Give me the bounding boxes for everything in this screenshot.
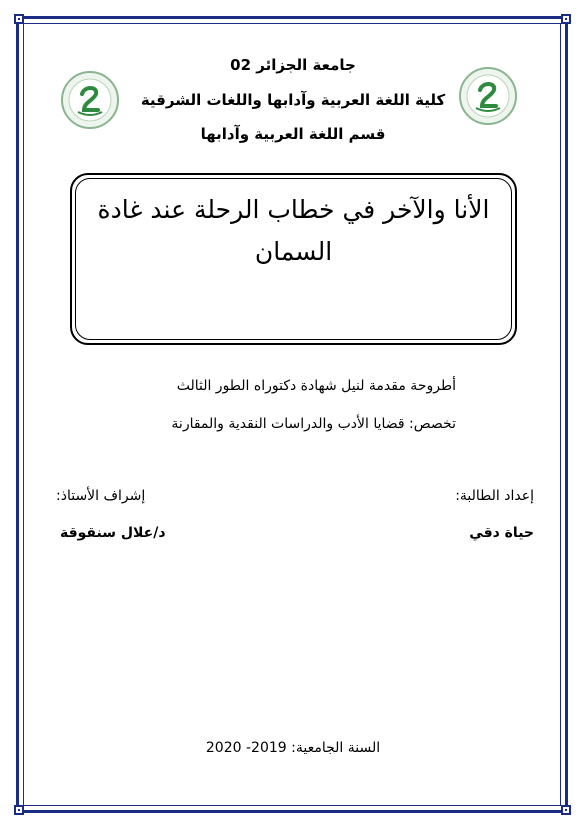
supervisor-name: د/علال سنقوقة [60, 525, 166, 541]
faculty-name: كلية اللغة العربية وآدابها واللغات الشرقية [140, 91, 446, 109]
student-label: إعداد الطالبة: [455, 488, 534, 504]
thesis-type: أطروحة مقدمة لنيل شهادة دكتوراه الطور الثالث [176, 378, 456, 394]
corner-ornament-top-left [14, 14, 24, 24]
supervisor-label: إشراف الأستاذ: [56, 488, 146, 504]
title-box [70, 173, 517, 345]
corner-ornament-bottom-right [561, 805, 571, 815]
corner-ornament-top-right [561, 14, 571, 24]
academic-year: السنة الجامعية: 2019- 2020 [205, 740, 381, 756]
department-name: قسم اللغة العربية وآدابها [200, 125, 386, 143]
university-name: جامعة الجزائر 02 [230, 56, 356, 74]
thesis-title: الأنا والآخر في خطاب الرحلة عند غادة السمان [97, 195, 490, 266]
student-name: حياة دقي [469, 525, 534, 541]
corner-ornament-bottom-left [14, 805, 24, 815]
specialization: تخصص: قضايا الأدب والدراسات النقدية والمقارنة [171, 416, 456, 432]
